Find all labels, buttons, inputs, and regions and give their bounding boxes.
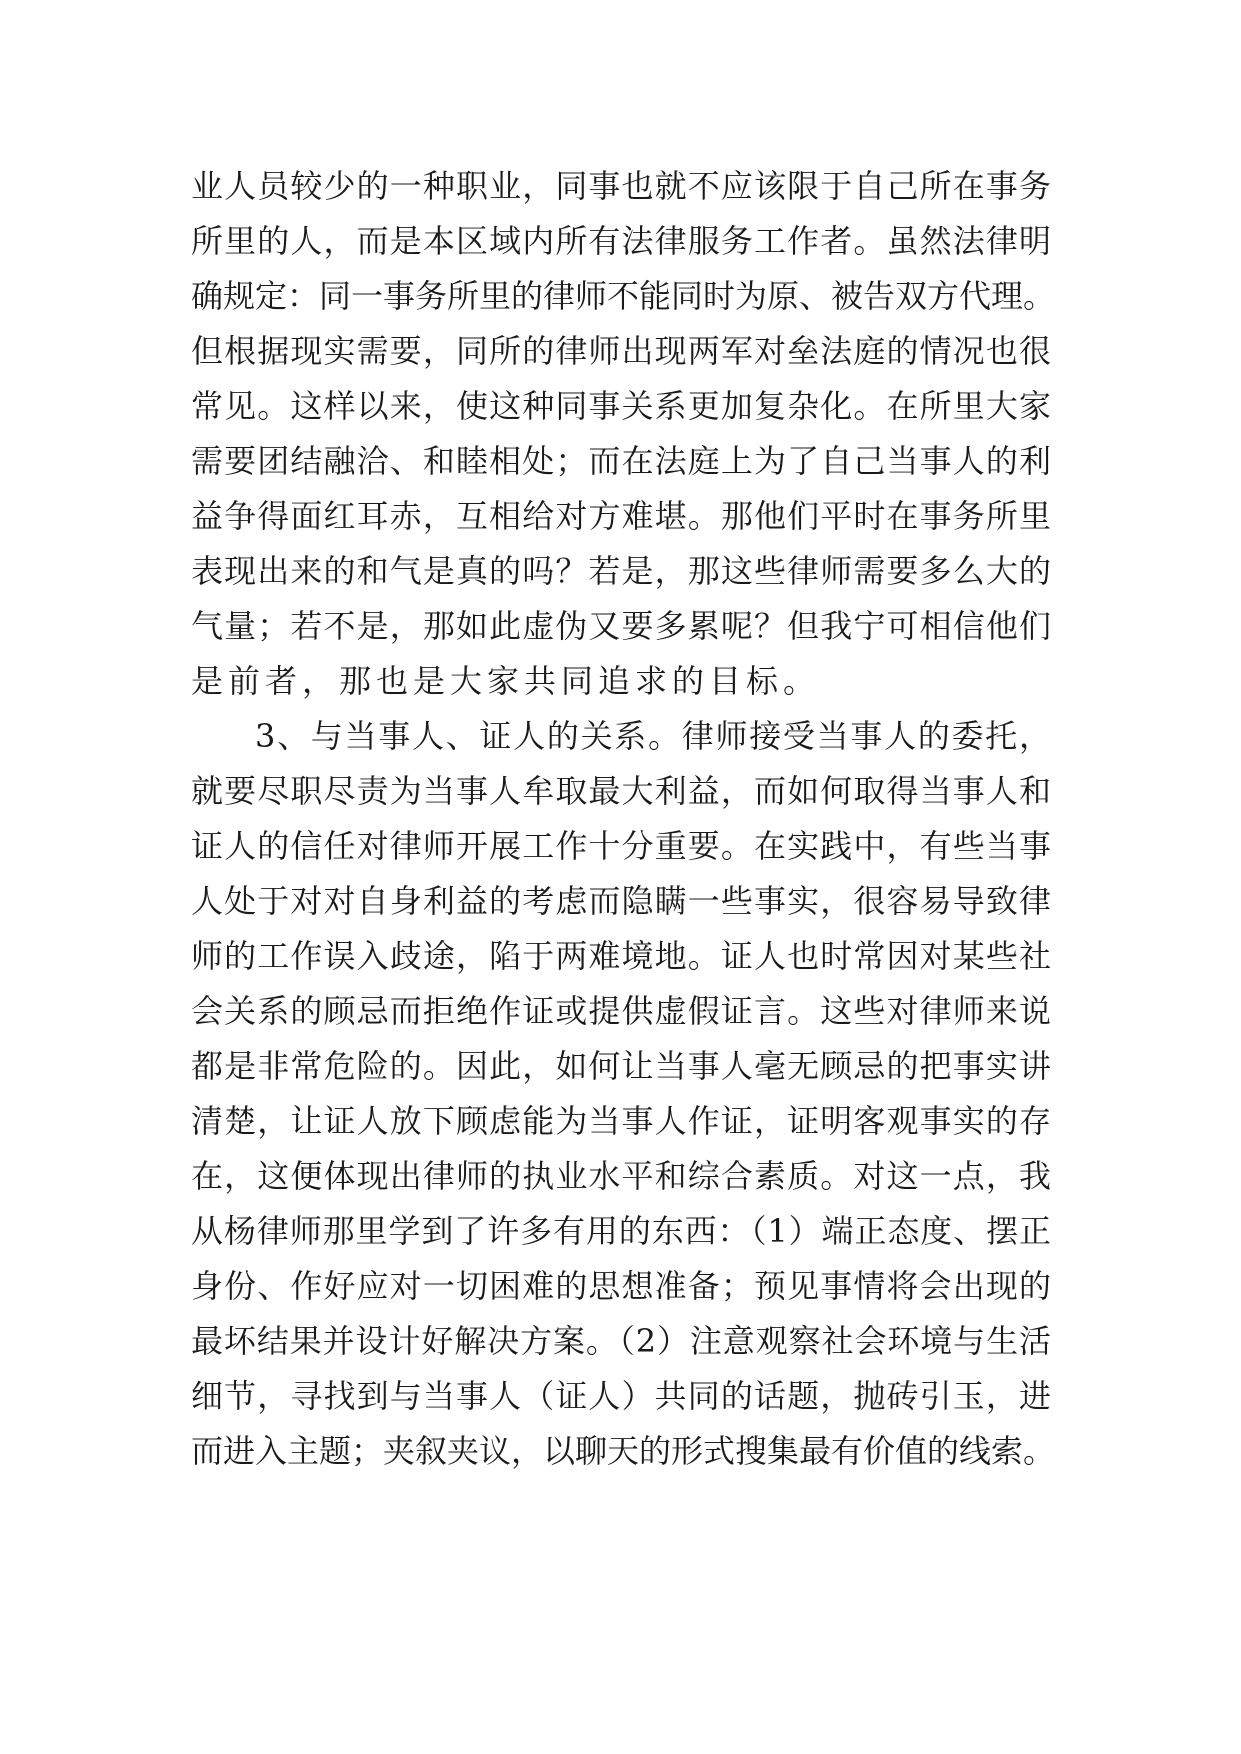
- text-line: 清楚，让证人放下顾虑能为当事人作证，证明客观事实的存: [191, 1102, 1051, 1140]
- text-line: 细节，寻找到与当事人（证人）共同的话题，抛砖引玉，进: [191, 1377, 1051, 1415]
- text-line: 需要团结融洽、和睦相处；而在法庭上为了自己当事人的利: [191, 442, 1051, 480]
- paragraph-end-line: 是前者，那也是大家共同追求的目标。: [191, 662, 821, 700]
- text-line: 而进入主题；夹叙夹议，以聊天的形式搜集最有价值的线索。: [191, 1432, 1056, 1470]
- paragraph-start-line: 3、与当事人、证人的关系。律师接受当事人的委托，: [255, 717, 1051, 755]
- text-line: 会关系的顾忌而拒绝作证或提供虚假证言。这些对律师来说: [191, 992, 1051, 1030]
- text-line: 但根据现实需要，同所的律师出现两军对垒法庭的情况也很: [191, 332, 1051, 370]
- text-line: 常见。这样以来，使这种同事关系更加复杂化。在所里大家: [191, 387, 1051, 425]
- text-line: 在，这便体现出律师的执业水平和综合素质。对这一点，我: [191, 1157, 1051, 1195]
- text-line: 所里的人，而是本区域内所有法律服务工作者。虽然法律明: [191, 222, 1051, 260]
- text-line: 益争得面红耳赤，互相给对方难堪。那他们平时在事务所里: [191, 497, 1051, 535]
- text-line: 都是非常危险的。因此，如何让当事人毫无顾忌的把事实讲: [191, 1047, 1051, 1085]
- text-line: 最坏结果并设计好解决方案。（2）注意观察社会环境与生活: [191, 1322, 1051, 1360]
- text-line: 人处于对对自身利益的考虑而隐瞒一些事实，很容易导致律: [191, 882, 1051, 920]
- text-line: 师的工作误入歧途，陷于两难境地。证人也时常因对某些社: [191, 937, 1051, 975]
- text-line: 业人员较少的一种职业，同事也就不应该限于自己所在事务: [191, 167, 1051, 205]
- text-line: 气量；若不是，那如此虚伪又要多累呢？但我宁可相信他们: [191, 607, 1051, 645]
- text-line: 确规定：同一事务所里的律师不能同时为原、被告双方代理。: [191, 277, 1056, 315]
- text-line: 证人的信任对律师开展工作十分重要。在实践中，有些当事: [191, 827, 1051, 865]
- text-line: 就要尽职尽责为当事人牟取最大利益，而如何取得当事人和: [191, 772, 1051, 810]
- text-line: 身份、作好应对一切困难的思想准备；预见事情将会出现的: [191, 1267, 1051, 1305]
- body-text: [191, 159, 1056, 1479]
- text-line: 从杨律师那里学到了许多有用的东西：（1）端正态度、摆正: [191, 1212, 1051, 1250]
- text-line: 表现出来的和气是真的吗？若是，那这些律师需要多么大的: [191, 552, 1051, 590]
